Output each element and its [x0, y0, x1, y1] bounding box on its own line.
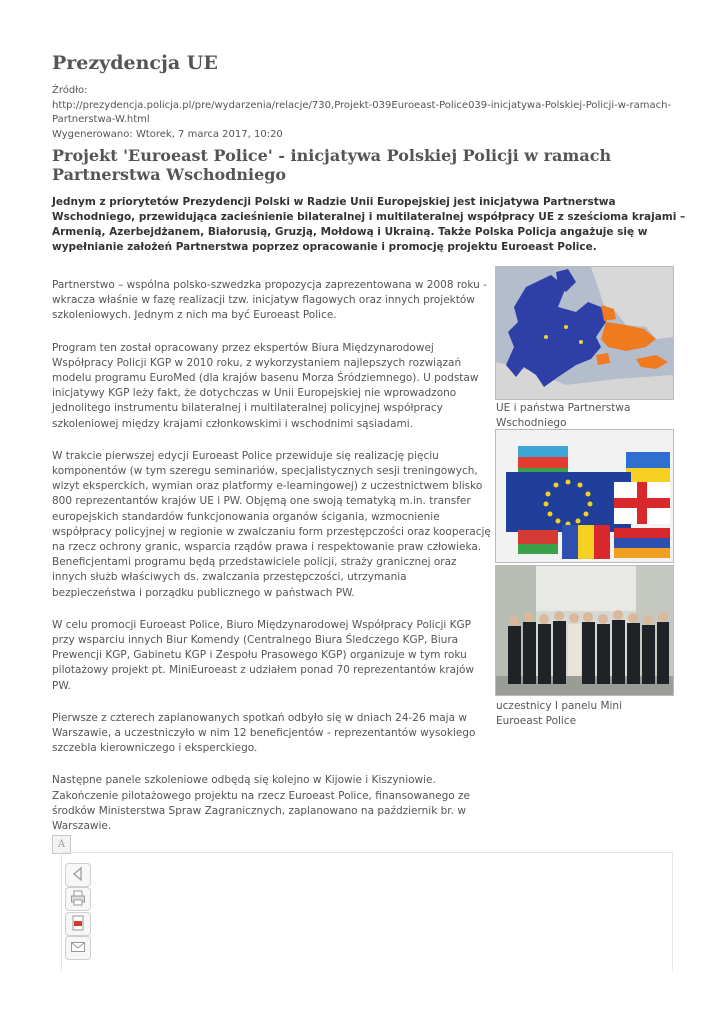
- article-lead: Jednym z priorytetów Prezydencji Polski w Radzie Unii Europejskiej jest inicjatywa Partnerstwa Wschodniego, przewidująca zacieśnienie bilateralnej i multilateralnej współpracy UE z sześcioma krajami – Armenią, Azerbejdżanem, Białorusią, Gruzją, Mołdową i Ukrainą. Także Polska Policja angażuje się w wypełnianie założeń Partnerstwa poprzez opracowanie i promocję projektu Euroeast Police.: [52, 196, 686, 253]
- article-body: [52, 278, 492, 851]
- generated-date: Wygenerowano: Wtorek, 7 marca 2017, 10:20: [52, 128, 283, 140]
- source-url[interactable]: http://prezydencja.policja.pl/pre/wydarzenia/relacje/730,Projekt-039Euroeast-Police039-inicjatywa-Polskiej-Policji-w-ramach-Partnerstwa-W.html: [52, 99, 672, 125]
- paragraph-3: W trakcie pierwszej edycji Euroeast Police przewiduje się realizację pięciu komponentów (w tym szeregu seminariów, specjalistycznych sesji treningowych, wizyt eksperckich, wymian oraz platformy e-learningowej) z uczestnictwem blisko 800 reprezentantów krajów UE i PW. Objęmą one swoją tematyką m.in. transfer europejskich standardów funkcjonowania organów ścigania, wzmocnienie współpracy policyjnej w regionie w zwalczaniu form przestępczości oraz kooperację na rzecz ochrony granic, wsparcia rządów prawa i respektowanie praw człowieka. Beneficjentami programu będą przedstawiciele policji, straży granicznej oraz innych służb właściwych ds. zwalczania przestępczości, utrzymania bezpieczeństwa i porządku publicznego w państwach PW.: [52, 449, 491, 599]
- article-title: Projekt 'Euroeast Police' - inicjatywa Polskiej Policji w ramach Partnerstwa Wschodniego: [52, 146, 612, 184]
- print-button[interactable]: [65, 887, 91, 911]
- back-button[interactable]: [65, 863, 91, 887]
- photo-caption: uczestnicy I panelu Mini Euroeast Police: [496, 700, 622, 727]
- font-size-icon[interactable]: A: [52, 835, 71, 854]
- eu-map-image[interactable]: [495, 266, 674, 400]
- paragraph-2: Program ten został opracowany przez ekspertów Biura Międzynarodowej Współpracy Policji KGP w 2010 roku, z wykorzystaniem najlepszych rozwiązań modelu programu EuroMed (dla krajów basenu Morza Śródziemnego). U podstaw inicjatywy KGP leży fakt, że dotychczas w Unii Europejskiej nie wprowadzono jednolitego instrumentu bilateralnej i multilateralnej policyjnej współpracy szkoleniowej między krajami członkowskimi i wschodnimi sąsiadami.: [52, 341, 479, 430]
- site-title: Prezydencja UE: [52, 52, 218, 74]
- paragraph-5: Pierwsze z czterech zaplanowanych spotkań odbyło się w dniach 24-26 maja w Warszawie, a uczestniczyło w nim 12 beneficjentów - reprezentantów wysokiego szczebla kierowniczego i eksperckiego.: [52, 711, 476, 755]
- paragraph-1: Partnerstwo – wspólna polsko-szwedzka propozycja zaprezentowana w 2008 roku - wkracza właśnie w fazę realizacji tzw. inicjatyw flagowych oraz innych projektów szkoleniowych. Jednym z nich ma być Euroeast Police.: [52, 279, 487, 322]
- pdf-icon: [70, 915, 86, 931]
- map-caption: UE i państwa Partnerstwa Wschodniego: [496, 402, 631, 429]
- mail-icon: [70, 939, 86, 955]
- back-icon: [70, 866, 86, 882]
- mail-button[interactable]: [65, 936, 91, 960]
- paragraph-4: W celu promocji Euroeast Police, Biuro Międzynarodowej Współpracy Policji KGP przy wsparciu innych Biur Komendy (Centralnego Biura Śledczego KGP, Biura Prewencji KGP, Gabinetu KGP i Zespołu Prasowego KGP) organizuje w tym roku pilotażowy projekt pt. MiniEuroeast z udziałem ponad 70 reprezentantów krajów PW.: [52, 618, 474, 692]
- meta-block: [52, 84, 676, 142]
- participants-photo[interactable]: [495, 565, 674, 696]
- tool-panel: [61, 852, 673, 971]
- flags-image[interactable]: [495, 429, 674, 563]
- print-icon: [70, 890, 86, 906]
- source-label: Źródło:: [52, 85, 88, 96]
- paragraph-6: Następne panele szkoleniowe odbędą się kolejno w Kijowie i Kiszyniowie. Zakończenie pilotażowego projektu na rzecz Euroeast Police, finansowanego ze środków Ministerstwa Spraw Zagranicznych, zaplanowano na październik br. w Warszawie.: [52, 774, 471, 833]
- pdf-button[interactable]: [65, 912, 91, 936]
